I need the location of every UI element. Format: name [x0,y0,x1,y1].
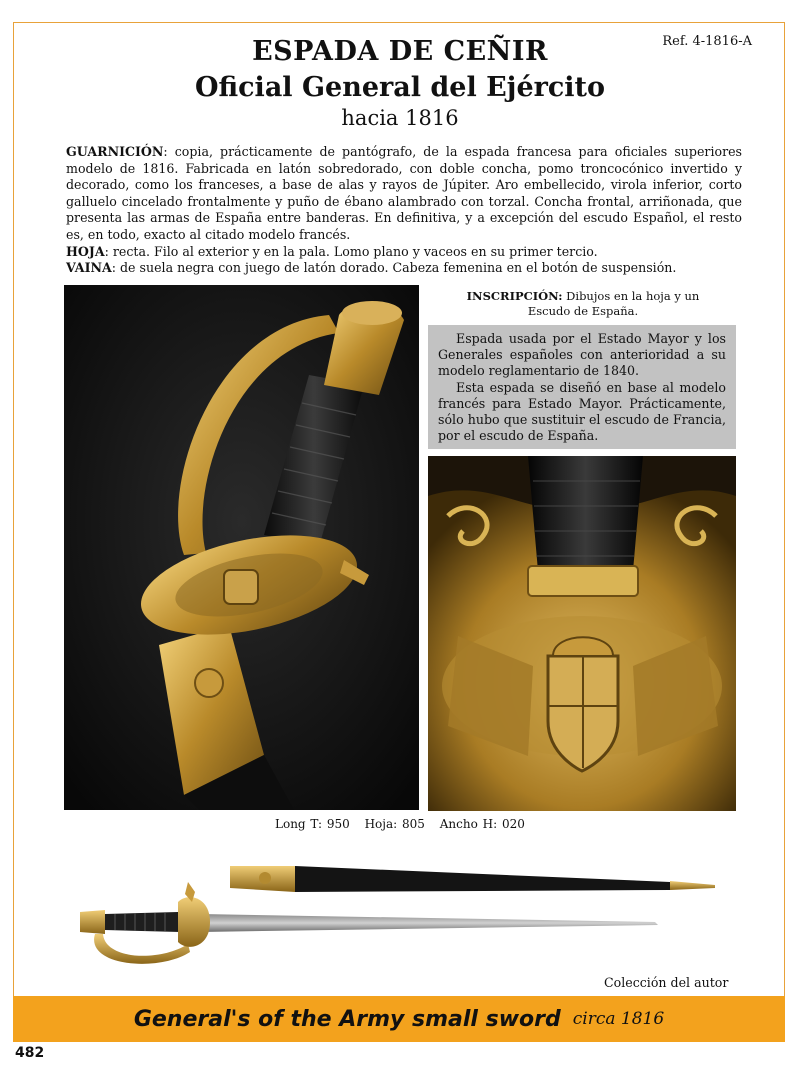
guarnicion-text: : copia, prácticamente de pantógrafo, de la espada francesa para oficiales superiores modelo de 1816. Fabricada en latón sobredorado, con doble concha, pomo troncocónico invertido y decorado, como los franceses, a base de alas y rayos de Júpiter. Aro embellecido, virola inferior, corto galluelo cincelado frontalmente y puño de ébano alambrado con torzal. Concha frontal, arriñonada, que presenta las armas de España entre banderas. En definitiva, y a excepción del escudo Español, el resto es, en todo, exacto al citado modelo francés. [66,144,742,242]
sword-hilt-photo [64,285,419,810]
inscription-text-line1: Dibujos en la hoja y un [562,289,700,303]
description-text [66,144,742,277]
banner-title: General's of the Army small sword [133,1006,561,1032]
notes-box [428,325,736,449]
page-title: ESPADA DE CEÑIR [252,36,548,67]
notes-paragraph-1: Espada usada por el Estado Mayor y los Generales españoles con anterioridad a su modelo reglamentario de 1840. [438,331,726,379]
hoja-text: : recta. Filo al exterior y en la pala. Lomo plano y vaceos en su primer tercio. [104,243,598,259]
page-subtitle: Oficial General del Ejército [194,72,606,103]
inscription [430,289,736,319]
vaina-paragraph [66,260,742,277]
guarnicion-label: GUARNICIÓN [66,144,164,159]
length-total: Long T: 950 [275,817,350,831]
vaina-label: VAINA [66,260,112,276]
shell-detail-photo [428,456,736,811]
hoja-paragraph [66,244,742,261]
full-sword-photo [70,852,730,972]
blade-width: Ancho H: 020 [439,817,525,831]
page-date: hacia 1816 [341,106,459,130]
page-number: 482 [15,1045,45,1061]
collection-credit: Colección del autor [604,975,729,990]
banner-date: circa 1816 [572,1009,665,1029]
guarnicion-paragraph [66,144,742,244]
inscription-label: INSCRIPCIÓN: [466,289,563,303]
dimensions [275,817,535,831]
english-title-banner [13,996,785,1042]
vaina-text: : de suela negra con juego de latón dorado. Cabeza femenina en el botón de suspensión. [111,260,677,276]
hoja-label: HOJA [66,243,105,259]
inscription-text-line2: Escudo de España. [527,304,639,318]
notes-paragraph-2: Esta espada se diseñó en base al modelo francés para Estado Mayor. Prácticamente, sólo hubo que sustituir el escudo de Francia, por el escudo de España. [438,379,726,444]
reference-code: Ref. 4-1816-A [662,34,752,49]
blade-length: Hoja: 805 [364,817,425,831]
